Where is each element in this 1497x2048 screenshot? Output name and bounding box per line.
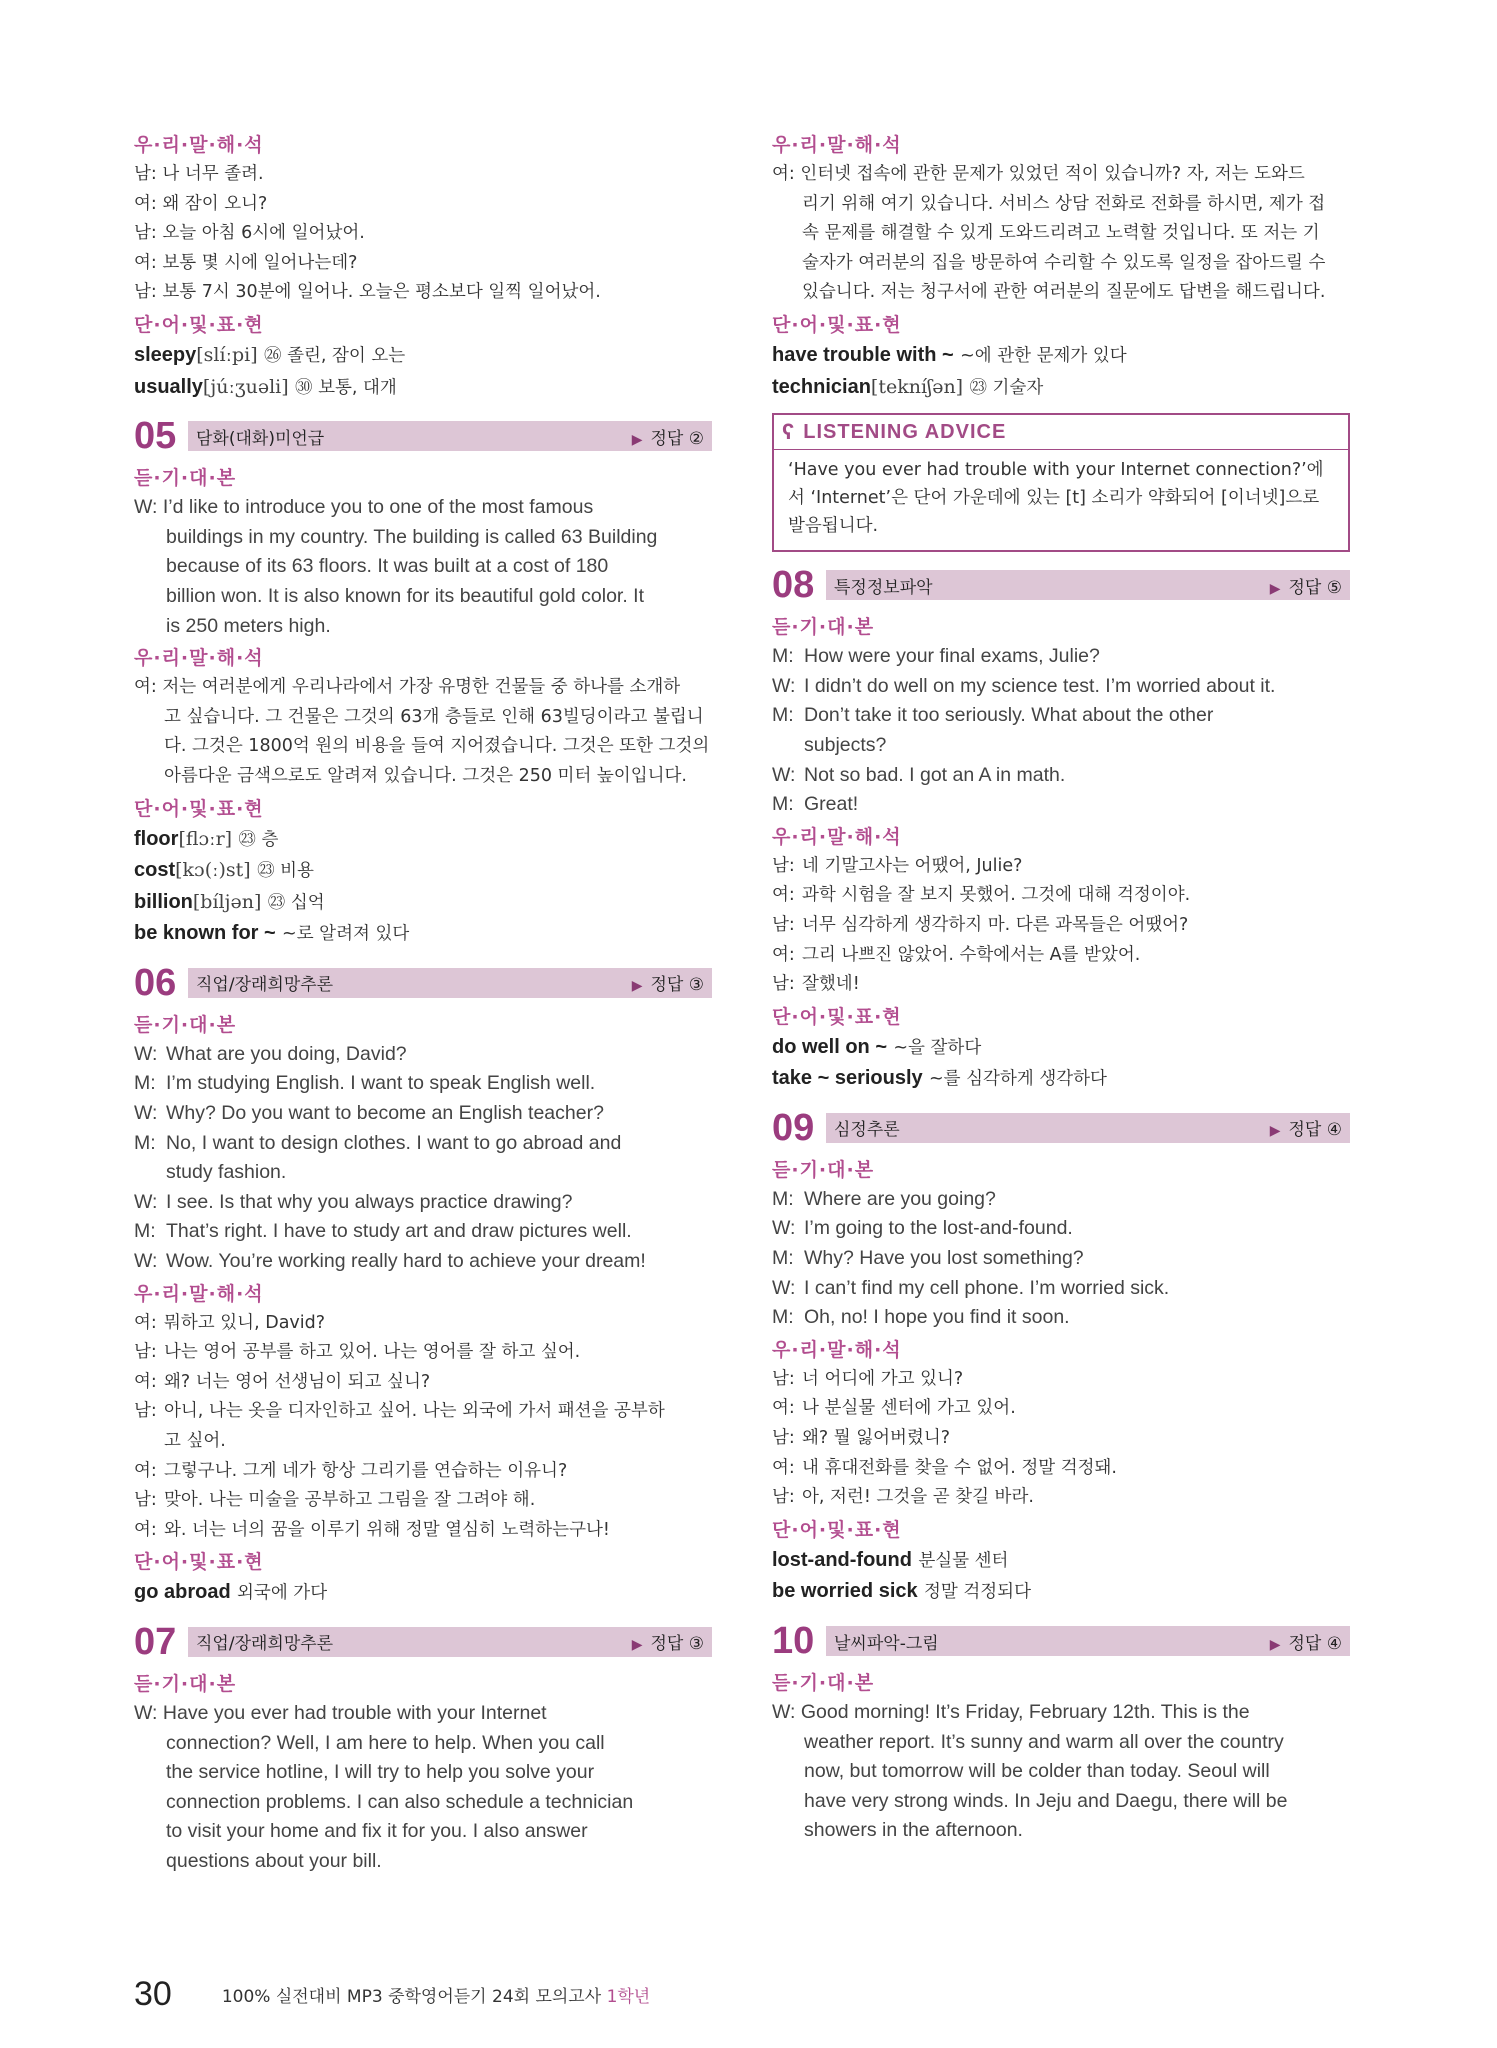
vocab-entry: take ~ seriously ~를 심각하게 생각하다 [772,1067,1107,1090]
translation-line: 여: 뭐하고 있니, David? [134,1312,326,1333]
translation-line: 여: 과학 시험을 잘 보지 못했어. 그것에 대해 걱정이야. [772,885,1191,906]
vocab-entry: sleepy[slíːpi] ㉖ 졸린, 잠이 오는 [134,343,406,366]
left-column [134,128,712,1877]
script-label: 듣·기·대·본 [134,1672,237,1695]
q08-translation [772,852,1350,1000]
translation-line: 여: 저는 여러분에게 우리나라에서 가장 유명한 건물들 중 하나를 소개하 [134,677,681,698]
dialogue-line: W: Not so bad. I got an A in math. [772,763,1066,786]
translation-label: 우·리·말·해·석 [134,134,264,156]
dialogue-line: M: How were your final exams, Julie? [772,645,1100,668]
vocab-entry: have trouble with ~ ~에 관한 문제가 있다 [772,343,1127,366]
dialogue-line: W: Why? Do you want to become an English teacher? [134,1102,604,1125]
vocab-label: 단·어·및·표·현 [772,1005,902,1028]
script-line: questions about your bill. [166,1849,382,1872]
script-label: 듣·기·대·본 [134,467,237,490]
translation-line: 여: 왜 잠이 오니? [134,193,268,214]
q05-script [134,493,712,641]
vocab-entry: cost[kɔ(ː)st] ㉓ 비용 [134,859,314,882]
triangle-icon: ▶ [631,431,643,448]
question-header-05 [134,415,712,458]
answer-label: 정답 ④ [1288,1120,1342,1141]
listening-advice-header: ʕ LISTENING ADVICE [774,415,1348,450]
dialogue-line: M: Oh, no! I hope you find it soon. [772,1306,1070,1329]
question-number: 09 [772,1106,815,1149]
question-type: 날씨파악-그림 [834,1633,939,1654]
script-line: billion won. It is also known for its beautiful gold color. It [166,584,644,607]
question-number: 08 [772,564,815,607]
question-header-09 [772,1106,1350,1149]
translation-line: 남: 왜? 뭘 잃어버렸니? [772,1428,951,1449]
ear-icon: ʕ [782,419,796,445]
translation-label: 우·리·말·해·석 [772,825,902,848]
vocab-label: 단·어·및·표·현 [772,313,902,336]
script-line: W: I’d like to introduce you to one of the most famous [134,496,594,519]
right-column [772,128,1350,1846]
vocab-entry: be known for ~ ~로 알려져 있다 [134,922,410,945]
question-type: 직업/장래희망추론 [196,975,334,996]
script-label: 듣·기·대·본 [134,1013,237,1036]
triangle-icon: ▶ [1269,580,1281,597]
translation-line: 남: 맞아. 나는 미술을 공부하고 그림을 잘 그려야 해. [134,1490,536,1511]
translation-line: 술자가 여러분의 집을 방문하여 수리할 수 있도록 일정을 잡아드릴 수 [802,252,1326,273]
question-type-bar [826,1113,1350,1143]
script-line: buildings in my country. The building is called 63 Building [166,525,658,548]
translation-label: 우·리·말·해·석 [772,1338,902,1361]
script-line: W: Good morning! It’s Friday, February 12th. This is the [772,1701,1250,1723]
script-line: is 250 meters high. [166,614,331,637]
vocab-entry: do well on ~ ~을 잘하다 [772,1035,982,1058]
script-line: W: Have you ever had trouble with your Internet [134,1701,547,1724]
question-type-bar [188,968,712,998]
vocab-entry: technician[tekníʃən] ㉓ 기술자 [772,375,1044,398]
triangle-icon: ▶ [631,978,643,995]
book-title: 100% 실전대비 MP3 중학영어듣기 24회 모의고사 1학년 [221,1987,651,2007]
vocab-label: 단·어·및·표·현 [134,797,264,820]
translation-line: 속 문제를 해결할 수 있게 도와드리려고 노력할 것입니다. 또 저는 기 [802,223,1320,244]
question-type: 직업/장래희망추론 [196,1634,334,1655]
translation-line: 남: 너 어디에 가고 있니? [772,1368,964,1389]
translation-line: 있습니다. 저는 청구서에 관한 여러분의 질문에도 답변을 해드립니다. [802,282,1326,303]
q10-script [772,1698,1350,1846]
vocab-entry: be worried sick 정말 걱정되다 [772,1580,1031,1603]
script-line: connection? Well, I am here to help. When you call [166,1731,605,1754]
translation-line: 남: 아, 저런! 그것을 곧 찾길 바라. [772,1487,1034,1508]
dialogue-line: W: I can’t find my cell phone. I’m worried sick. [772,1276,1170,1299]
triangle-icon: ▶ [1269,1636,1281,1653]
question-header-08 [772,564,1350,607]
translation-line: 여: 왜? 너는 영어 선생님이 되고 싶니? [134,1371,431,1392]
question-header-10 [772,1622,1350,1660]
dialogue-line: W: What are you doing, David? [134,1042,407,1065]
q06-script [134,1040,712,1277]
dialogue-line: W: I didn’t do well on my science test. I’m worried about it. [772,674,1276,697]
vocab-label: 단·어·및·표·현 [772,1518,902,1541]
script-line: have very strong winds. In Jeju and Daegu, there will be [804,1789,1288,1812]
translation-label: 우·리·말·해·석 [134,647,264,670]
translation-line: 여: 와. 너는 너의 꿈을 이루기 위해 정말 열심히 노력하는구나! [134,1519,610,1540]
dialogue-line: W: Wow. You’re working really hard to achieve your dream! [134,1250,646,1273]
question-type-bar [188,1627,712,1657]
translation-line: 남: 아니, 나는 옷을 디자인하고 싶어. 나는 외국에 가서 패션을 공부하 고 싶어. [134,1401,665,1451]
q07-translation [772,160,1350,308]
question-number: 06 [134,961,177,1004]
dialogue-line: M: That’s right. I have to study art and draw pictures well. [134,1220,632,1243]
q09-script [772,1185,1350,1333]
q08-script [772,642,1350,820]
translation-line: 다. 그것은 1800억 원의 비용을 들여 지어졌습니다. 그것은 또한 그것의 [164,736,710,757]
script-line: to visit your home and fix it for you. I also answer [166,1820,588,1843]
answer-label: 정답 ③ [650,1634,704,1655]
q07-script [134,1699,712,1877]
triangle-icon: ▶ [631,1637,643,1654]
translation-line: 남: 잘했네! [772,974,860,995]
prev-translation [134,160,712,308]
answer-label: 정답 ④ [1288,1633,1342,1654]
script-line: because of its 63 floors. It was built at a cost of 180 [166,555,609,578]
answer-label: 정답 ③ [650,975,704,996]
translation-line: 여: 인터넷 접속에 관한 문제가 있었던 적이 있습니까? 자, 저는 도와드 [772,164,1305,184]
answer-label: 정답 ② [650,428,704,449]
translation-line: 남: 오늘 아침 6시에 일어났어. [134,223,365,244]
translation-line: 남: 보통 7시 30분에 일어나. 오늘은 평소보다 일찍 일어났어. [134,282,601,303]
listening-advice-text: ‘Have you ever had trouble with your Internet connection?’에 서 ‘Internet’은 단어 가운데에 있는 [t] 소리가 약화되어 [이너넷]으로 발음됩니다. [788,460,1324,537]
dialogue-line: M: Great! [772,793,859,816]
translation-line: 남: 네 기말고사는 어땠어, Julie? [772,855,1023,876]
question-type-bar [826,1626,1350,1656]
dialogue-line: M: Why? Have you lost something? [772,1247,1084,1270]
translation-line: 여: 보통 몇 시에 일어나는데? [134,252,358,273]
script-line: showers in the afternoon. [804,1819,1023,1842]
listening-advice-box [772,413,1350,552]
dialogue-line: W: I see. Is that why you always practice drawing? [134,1190,573,1213]
translation-line: 아름다운 금색으로도 알려져 있습니다. 그것은 250 미터 높이입니다. [164,765,687,786]
dialogue-line: M: Don’t take it too seriously. What about the other subjects? [772,704,1214,756]
translation-line: 여: 그렇구나. 그게 네가 항상 그리기를 연습하는 이유니? [134,1460,568,1481]
translation-line: 남: 나 너무 졸려. [134,164,264,184]
grade-label: 1학년 [606,1987,651,2007]
dialogue-line: M: I’m studying English. I want to speak English well. [134,1072,596,1095]
script-line: the service hotline, I will try to help you solve your [166,1761,595,1784]
triangle-icon: ▶ [1269,1123,1281,1140]
dialogue-line: W: I’m going to the lost-and-found. [772,1217,1073,1240]
question-number: 07 [134,1620,177,1663]
translation-line: 남: 나는 영어 공부를 하고 있어. 나는 영어를 잘 하고 싶어. [134,1342,581,1363]
translation-line: 여: 그리 나쁘진 않았어. 수학에서는 A를 받았어. [772,944,1141,965]
vocab-entry: usually[júːʒuəli] ㉚ 보통, 대개 [134,375,397,398]
translation-line: 여: 나 분실물 센터에 가고 있어. [772,1398,1016,1419]
vocab-entry: go abroad 외국에 가다 [134,1581,328,1604]
question-type-bar [188,421,712,451]
script-line: now, but tomorrow will be colder than today. Seoul will [804,1760,1270,1783]
q05-translation [134,673,712,791]
translation-label: 우·리·말·해·석 [134,1282,264,1305]
vocab-entry: billion[bíljən] ㉓ 십억 [134,890,325,913]
script-line: weather report. It’s sunny and warm all over the country [804,1730,1284,1753]
vocab-entry: floor[flɔːr] ㉓ 층 [134,827,279,850]
question-header-06 [134,961,712,1004]
translation-line: 고 싶습니다. 그 건물은 그것의 63개 층들로 인해 63빌딩이라고 불립니 [164,706,704,727]
vocab-entry: lost-and-found 분실물 센터 [772,1548,1009,1571]
answer-label: 정답 ⑤ [1288,577,1342,598]
question-number: 10 [772,1620,815,1662]
question-type-bar [826,570,1350,600]
question-header-07 [134,1620,712,1663]
vocab-label: 단·어·및·표·현 [134,313,264,336]
vocab-label: 단·어·및·표·현 [134,1551,264,1574]
script-label: 듣·기·대·본 [772,1158,875,1181]
translation-line: 여: 내 휴대전화를 찾을 수 없어. 정말 걱정돼. [772,1457,1117,1478]
question-type: 담화(대화)미언급 [196,428,325,449]
page-number: 30 [134,1975,172,2013]
page-footer [134,1975,650,2014]
q06-translation [134,1309,712,1546]
script-label: 듣·기·대·본 [772,616,875,639]
script-line: connection problems. I can also schedule a technician [166,1790,634,1813]
translation-label: 우·리·말·해·석 [772,134,902,156]
translation-line: 남: 너무 심각하게 생각하지 마. 다른 과목들은 어땠어? [772,914,1189,935]
script-label: 듣·기·대·본 [772,1672,875,1694]
dialogue-line: M: Where are you going? [772,1187,996,1210]
q09-translation [772,1365,1350,1513]
question-type: 심정추론 [834,1120,900,1141]
question-number: 05 [134,415,177,458]
question-type: 특정정보파악 [834,577,933,598]
dialogue-line: M: No, I want to design clothes. I want to go abroad and study fashion. [134,1131,622,1184]
translation-line: 리기 위해 여기 있습니다. 서비스 상담 전화로 전화를 하시면, 제가 접 [802,193,1326,214]
